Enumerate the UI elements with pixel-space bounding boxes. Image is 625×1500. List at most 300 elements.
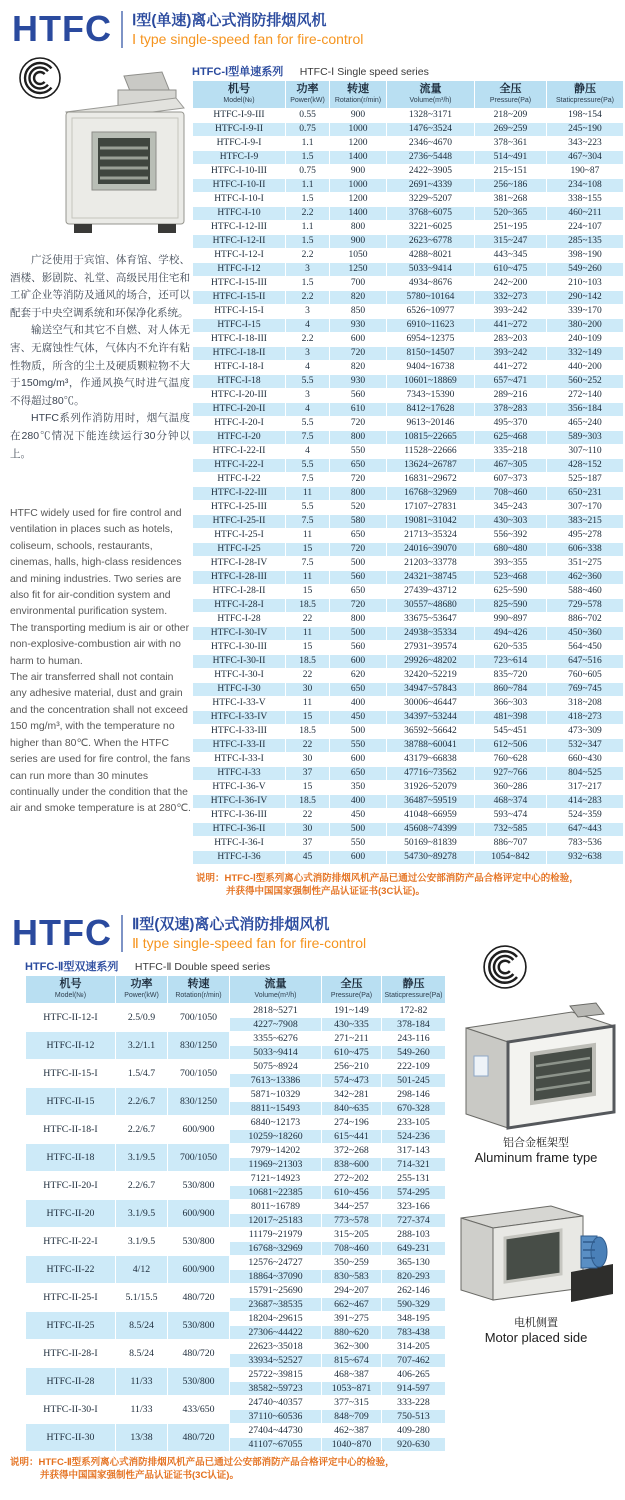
table-row	[193, 361, 624, 375]
cell: 18.5	[286, 599, 330, 613]
section2-header	[12, 912, 366, 954]
cell: 34947~57843	[387, 683, 475, 697]
cell: 22	[286, 613, 330, 627]
cell: 927~766	[475, 767, 547, 781]
cell-volume: 27404~44730 41107~67055	[230, 1424, 322, 1452]
cell: 414~283	[547, 795, 624, 809]
cell: 378~361	[475, 137, 547, 151]
table-row	[26, 1312, 446, 1340]
cell: 800	[330, 431, 387, 445]
cell: 32420~52219	[387, 669, 475, 683]
cell: 783~536	[547, 837, 624, 851]
cell: 1.1	[286, 179, 330, 193]
paragraph: 广泛使用于宾馆、体育馆、学校、酒楼、影剧院、礼堂、高级民用住宅和工矿企业等消防及通风的场合，还可以配套于中央空调系统和环保净化系统。	[10, 254, 190, 319]
cell-model: HTFC-II-15-I	[26, 1060, 116, 1088]
cell-rotation: 830/1250	[168, 1088, 230, 1116]
single-speed-table-head	[193, 81, 624, 109]
cell: 30006~46447	[387, 697, 475, 711]
cell-pressure: 256~210 574~473	[322, 1060, 382, 1088]
cell: 860~784	[475, 683, 547, 697]
cell: 560	[330, 389, 387, 403]
cell-model: HTFC-II-28	[26, 1368, 116, 1396]
cell: 6954~12375	[387, 333, 475, 347]
column-header: 静压 Staticpressure(Pa)	[382, 976, 446, 1004]
cell: 10815~22665	[387, 431, 475, 445]
cell: 481~398	[475, 711, 547, 725]
table-row	[193, 375, 624, 389]
cell: HTFC-I-9-II	[193, 123, 286, 137]
cell: 430~303	[475, 515, 547, 529]
cell: HTFC-I-10-I	[193, 193, 286, 207]
cell: 550	[330, 739, 387, 753]
table-row	[193, 207, 624, 221]
cell: 900	[330, 109, 387, 123]
cell: 600	[330, 333, 387, 347]
cell: 6910~11623	[387, 319, 475, 333]
table-row	[193, 235, 624, 249]
cell: 393~355	[475, 557, 547, 571]
cell-pressure: 191~149 430~335	[322, 1004, 382, 1032]
cell: 804~525	[547, 767, 624, 781]
cell: 990~897	[475, 613, 547, 627]
cell: 8412~17628	[387, 403, 475, 417]
cell: 4	[286, 445, 330, 459]
cell-rotation: 700/1050	[168, 1060, 230, 1088]
cell: 5780~10164	[387, 291, 475, 305]
cell: 720	[330, 347, 387, 361]
cell-power: 4/12	[116, 1256, 168, 1284]
note-line: 说明：HTFC-Ⅱ型系列离心式消防排烟风机产品已通过公安部消防产品合格评定中心的检验，	[10, 1457, 395, 1468]
cell: 729~578	[547, 599, 624, 613]
cell: 45608~74399	[387, 823, 475, 837]
cell-rotation: 530/800	[168, 1228, 230, 1256]
cell: 240~109	[547, 333, 624, 347]
cell: 1.5	[286, 235, 330, 249]
ccc-certification-icon	[482, 944, 528, 990]
cell: 2736~5448	[387, 151, 475, 165]
cell: HTFC-I-22-III	[193, 487, 286, 501]
table-row	[193, 151, 624, 165]
cell: 760~605	[547, 669, 624, 683]
cell: 494~426	[475, 627, 547, 641]
cell-volume: 8011~16789 12017~25183	[230, 1200, 322, 1228]
cell-rotation: 600/900	[168, 1256, 230, 1284]
cell: 560	[330, 571, 387, 585]
cell: 2.2	[286, 207, 330, 221]
cell: 190~87	[547, 165, 624, 179]
cell: 21713~35324	[387, 529, 475, 543]
cell: 17107~27831	[387, 501, 475, 515]
cell-static-pressure: 298-146 670-328	[382, 1088, 446, 1116]
cell-volume: 24740~40357 37110~60536	[230, 1396, 322, 1424]
cell: 1400	[330, 207, 387, 221]
cell: 4	[286, 361, 330, 375]
section1-title-cn: Ⅰ型(单速)离心式消防排烟风机	[131, 12, 327, 29]
table-row	[26, 1284, 446, 1312]
cell: 24938~35334	[387, 627, 475, 641]
cell: 820	[330, 291, 387, 305]
image-caption-aluminum	[452, 1136, 620, 1166]
cell: 4288~8021	[387, 249, 475, 263]
cell-static-pressure: 288-103 649-231	[382, 1228, 446, 1256]
cell: 16831~29672	[387, 473, 475, 487]
cell: 11	[286, 487, 330, 501]
cell: 15	[286, 711, 330, 725]
cell-rotation: 830/1250	[168, 1032, 230, 1060]
cell-static-pressure: 255-131 574-295	[382, 1172, 446, 1200]
table-row	[26, 1340, 446, 1368]
section1-titles	[121, 11, 363, 48]
table-row	[26, 1116, 446, 1144]
cell: 0.75	[286, 165, 330, 179]
cell: HTFC-I-30-I	[193, 669, 286, 683]
table-row	[26, 1200, 446, 1228]
cell: 520	[330, 501, 387, 515]
cell: HTFC-I-36-V	[193, 781, 286, 795]
cell: HTFC-I-12-III	[193, 221, 286, 235]
cell-static-pressure: 333-228 750-513	[382, 1396, 446, 1424]
table-row	[26, 1172, 446, 1200]
paragraph: The transporting medium is air or other non-explosive-combustion air with no harm to human.	[10, 622, 190, 667]
cell-static-pressure: 317-143 714-321	[382, 1144, 446, 1172]
cell: HTFC-I-33-I	[193, 753, 286, 767]
cell-rotation: 600/900	[168, 1200, 230, 1228]
cell-static-pressure: 365-130 820-293	[382, 1256, 446, 1284]
description-english	[10, 506, 191, 818]
cell: 9613~20146	[387, 417, 475, 431]
cell: 600	[330, 851, 387, 865]
cell: 800	[330, 487, 387, 501]
table-row	[26, 1228, 446, 1256]
cell: 27439~43712	[387, 585, 475, 599]
cell: 7343~15390	[387, 389, 475, 403]
table-row	[193, 795, 624, 809]
cell: 549~260	[547, 263, 624, 277]
cell: 1.5	[286, 151, 330, 165]
table-row	[193, 837, 624, 851]
cell: 381~268	[475, 193, 547, 207]
double-speed-table-head	[26, 976, 446, 1004]
cell: 5.5	[286, 459, 330, 473]
cell: 4	[286, 403, 330, 417]
cell: 2.2	[286, 249, 330, 263]
cell: 495~370	[475, 417, 547, 431]
cell-static-pressure: 172-82 378-184	[382, 1004, 446, 1032]
cell-rotation: 433/650	[168, 1396, 230, 1424]
table-row	[193, 473, 624, 487]
cell: HTFC-I-36-II	[193, 823, 286, 837]
cell: 7.5	[286, 431, 330, 445]
cell: HTFC-I-25	[193, 543, 286, 557]
cell: 468~374	[475, 795, 547, 809]
cell: HTFC-I-9	[193, 151, 286, 165]
description-chinese	[10, 252, 190, 463]
cell: HTFC-I-28-II	[193, 585, 286, 599]
table-row	[193, 739, 624, 753]
table-row	[193, 767, 624, 781]
cell: 610~475	[475, 263, 547, 277]
cell: HTFC-I-22-I	[193, 459, 286, 473]
cell-volume: 22623~35018 33934~52527	[230, 1340, 322, 1368]
cell: 15	[286, 641, 330, 655]
cell: HTFC-I-9-III	[193, 109, 286, 123]
cell: 2.2	[286, 333, 330, 347]
column-header: 机号 Model(№)	[26, 976, 116, 1004]
column-header: 转速 Rotation(r/min)	[168, 976, 230, 1004]
cell: HTFC-I-25-II	[193, 515, 286, 529]
cell-volume: 7121~14923 10681~22385	[230, 1172, 322, 1200]
cell: 657~471	[475, 375, 547, 389]
cell-model: HTFC-II-28-I	[26, 1340, 116, 1368]
cell-pressure: 315~205 708~460	[322, 1228, 382, 1256]
table-row	[193, 669, 624, 683]
table-row	[193, 417, 624, 431]
table-row	[193, 193, 624, 207]
cell: 21203~33778	[387, 557, 475, 571]
table-row	[193, 389, 624, 403]
cell: HTFC-I-15	[193, 319, 286, 333]
single-speed-table-body	[193, 109, 624, 865]
cell: 564~450	[547, 641, 624, 655]
cell: 5.5	[286, 417, 330, 431]
table-row	[193, 333, 624, 347]
cell: 462~360	[547, 571, 624, 585]
cell: 218~209	[475, 109, 547, 123]
cell: 234~108	[547, 179, 624, 193]
table-header-row	[26, 976, 446, 1004]
table-row	[193, 753, 624, 767]
cell: HTFC-I-10	[193, 207, 286, 221]
cell-pressure: 372~268 838~600	[322, 1144, 382, 1172]
cell: 625~468	[475, 431, 547, 445]
series-caption-2	[25, 957, 270, 975]
table-row	[193, 851, 624, 865]
cell: HTFC-I-30-III	[193, 641, 286, 655]
table-row	[193, 277, 624, 291]
note-line: 并获得中国国家强制性产品认证证书(3C认证)。	[226, 886, 425, 897]
cell: 650	[330, 459, 387, 473]
cell: HTFC-I-18	[193, 375, 286, 389]
table-row	[26, 1032, 446, 1060]
cell: 210~103	[547, 277, 624, 291]
cell: 283~203	[475, 333, 547, 347]
cell: 500	[330, 627, 387, 641]
cell: 4	[286, 319, 330, 333]
table-row	[193, 711, 624, 725]
cell: 600	[330, 655, 387, 669]
table-row	[193, 809, 624, 823]
cell: HTFC-I-36-I	[193, 837, 286, 851]
cell-model: HTFC-II-20-I	[26, 1172, 116, 1200]
cell: 556~392	[475, 529, 547, 543]
cell: 440~200	[547, 361, 624, 375]
cell: 11	[286, 697, 330, 711]
cell: 34397~53244	[387, 711, 475, 725]
table-row	[193, 123, 624, 137]
cell: 22	[286, 809, 330, 823]
table-row	[26, 1060, 446, 1088]
cell: 393~242	[475, 347, 547, 361]
cell: 460~211	[547, 207, 624, 221]
cell: 332~149	[547, 347, 624, 361]
cell: 473~309	[547, 725, 624, 739]
cell: 45	[286, 851, 330, 865]
column-header: 转速 Rotation(r/min)	[330, 81, 387, 109]
cell: 1250	[330, 263, 387, 277]
cell: HTFC-I-15-III	[193, 277, 286, 291]
cell: 380~200	[547, 319, 624, 333]
table-row	[193, 459, 624, 473]
cell: 620	[330, 669, 387, 683]
cell: 720	[330, 417, 387, 431]
cell: HTFC-I-28-I	[193, 599, 286, 613]
cell: 610	[330, 403, 387, 417]
cell: 500	[330, 557, 387, 571]
cell: HTFC-I-36	[193, 851, 286, 865]
double-speed-table-body	[26, 1004, 446, 1452]
cell: 11	[286, 627, 330, 641]
cell: 343~223	[547, 137, 624, 151]
cell: 825~590	[475, 599, 547, 613]
table-row	[193, 305, 624, 319]
cell: 3	[286, 305, 330, 319]
single-speed-table	[192, 80, 624, 865]
section1-title-en: Ⅰ type single-speed fan for fire-control	[131, 31, 364, 47]
cell-volume: 11179~21979 16768~32969	[230, 1228, 322, 1256]
cell: 27931~39574	[387, 641, 475, 655]
cell: 900	[330, 235, 387, 249]
cell: 285~135	[547, 235, 624, 249]
cell-static-pressure: 406-265 914-597	[382, 1368, 446, 1396]
cell: HTFC-I-33-II	[193, 739, 286, 753]
cell-volume: 18204~29615 27306~44422	[230, 1312, 322, 1340]
cell: 22	[286, 739, 330, 753]
cell: 290~142	[547, 291, 624, 305]
cell: 932~638	[547, 851, 624, 865]
cell: 0.55	[286, 109, 330, 123]
cell: 625~590	[475, 585, 547, 599]
section2-title-cn: Ⅱ型(双速)离心式消防排烟风机	[131, 916, 330, 933]
cell: 835~720	[475, 669, 547, 683]
caption-en: Aluminum frame type	[474, 1150, 598, 1165]
column-header: 流量 Volume(m³/h)	[387, 81, 475, 109]
note-line: 并获得中国国家强制性产品认证证书(3C认证)。	[40, 1470, 239, 1481]
cell: HTFC-I-20-I	[193, 417, 286, 431]
cell-rotation: 530/800	[168, 1368, 230, 1396]
cell-pressure: 350~259 830~583	[322, 1256, 382, 1284]
cell: 650	[330, 585, 387, 599]
cell-volume: 12576~24727 18864~37090	[230, 1256, 322, 1284]
certification-note-1	[196, 872, 624, 898]
cell: 36487~59519	[387, 795, 475, 809]
table-row	[193, 431, 624, 445]
cell: 650	[330, 529, 387, 543]
column-header: 机号 Model(№)	[193, 81, 286, 109]
double-speed-table	[25, 975, 446, 1452]
cell: 441~272	[475, 319, 547, 333]
cell: 2691~4339	[387, 179, 475, 193]
cell: 332~273	[475, 291, 547, 305]
cell: 215~151	[475, 165, 547, 179]
cell-pressure: 344~257 773~578	[322, 1200, 382, 1228]
table-row	[193, 823, 624, 837]
table-row	[26, 1144, 446, 1172]
cell: 800	[330, 613, 387, 627]
cell-volume: 15791~25690 23687~38535	[230, 1284, 322, 1312]
cell-pressure: 274~196 615~441	[322, 1116, 382, 1144]
cell-rotation: 600/900	[168, 1116, 230, 1144]
image-caption-motor	[452, 1316, 620, 1346]
cell: 335~218	[475, 445, 547, 459]
table-row	[26, 1396, 446, 1424]
cell: 36592~56642	[387, 725, 475, 739]
table-row	[26, 1256, 446, 1284]
cell: HTFC-I-25-I	[193, 529, 286, 543]
cell: 443~345	[475, 249, 547, 263]
cell: 769~745	[547, 683, 624, 697]
cell: 16768~32969	[387, 487, 475, 501]
cell-rotation: 700/1050	[168, 1004, 230, 1032]
cell-static-pressure: 222-109 501-245	[382, 1060, 446, 1088]
cell: 3768~6075	[387, 207, 475, 221]
cell: 720	[330, 543, 387, 557]
cell-model: HTFC-II-22	[26, 1256, 116, 1284]
cell: 350	[330, 781, 387, 795]
cell-pressure: 342~281 840~635	[322, 1088, 382, 1116]
cell-pressure: 462~387 1040~870	[322, 1424, 382, 1452]
cell: 242~200	[475, 277, 547, 291]
cell: HTFC-I-30-II	[193, 655, 286, 669]
table-row	[193, 347, 624, 361]
cell-model: HTFC-II-25-I	[26, 1284, 116, 1312]
cell: 11	[286, 529, 330, 543]
cell: 886~707	[475, 837, 547, 851]
cell: 760~628	[475, 753, 547, 767]
cell: 720	[330, 473, 387, 487]
cell: HTFC-I-28-III	[193, 571, 286, 585]
cell-power: 13/38	[116, 1424, 168, 1452]
column-header: 全压 Pressure(Pa)	[322, 976, 382, 1004]
cell-power: 3.1/9.5	[116, 1144, 168, 1172]
cell: 318~208	[547, 697, 624, 711]
cell-rotation: 480/720	[168, 1424, 230, 1452]
cell: 307~170	[547, 501, 624, 515]
table-row	[193, 165, 624, 179]
cell: 4934~8676	[387, 277, 475, 291]
cell-volume: 5871~10329 8811~15493	[230, 1088, 322, 1116]
table-row	[193, 697, 624, 711]
cell: 18.5	[286, 655, 330, 669]
cell: 589~303	[547, 431, 624, 445]
cell: 1.5	[286, 277, 330, 291]
cell: 360~286	[475, 781, 547, 795]
brand-logo-text: HTFC	[12, 912, 112, 953]
cell: 10601~18869	[387, 375, 475, 389]
table-row	[193, 109, 624, 123]
cell: 580	[330, 515, 387, 529]
table-row	[193, 613, 624, 627]
cell: HTFC-I-9-I	[193, 137, 286, 151]
cell: 650~231	[547, 487, 624, 501]
cell-rotation: 530/800	[168, 1312, 230, 1340]
cell: 30	[286, 823, 330, 837]
cell: 224~107	[547, 221, 624, 235]
paragraph: The air transferred shall not contain any adhesive material, dust and grain and the concentration shall not exceed 150 mg/m³, with the temperature no higher than 80℃. When the HTFC series are used for fire control, the fans can run more than 30 minutes continually under the condition that the air and smoke temperature is at 280℃.	[10, 672, 191, 815]
cell: 37	[286, 837, 330, 851]
cell: 11528~22666	[387, 445, 475, 459]
cell: 588~460	[547, 585, 624, 599]
table-row	[193, 221, 624, 235]
